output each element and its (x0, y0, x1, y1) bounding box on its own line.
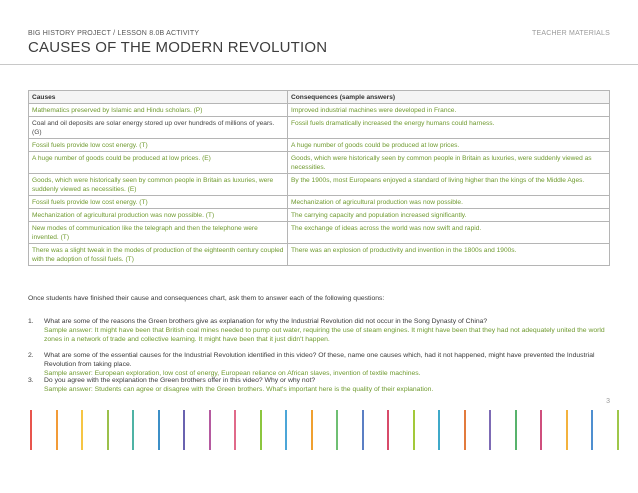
sample-answer: Sample answer: European exploration, low cost of energy, European reliance on African slaves, invention of textile machines. (44, 370, 421, 377)
consequence-cell: The carrying capacity and population increased significantly. (288, 209, 610, 222)
table-row (29, 104, 610, 117)
color-bar (30, 410, 32, 450)
color-bar (183, 410, 185, 450)
table-row (29, 139, 610, 152)
color-bar (489, 410, 491, 450)
cause-cell: Coal and oil deposits are solar energy stored up over hundreds of millions of years. (G) (29, 117, 288, 139)
question-3 (28, 376, 618, 394)
color-bar (132, 410, 134, 450)
table-row (29, 117, 610, 139)
cause-cell: Goods, which were historically seen by common people in Britain as luxuries, were suddenly viewed as necessities. (E) (29, 174, 288, 196)
sample-answer: Sample answer: Students can agree or disagree with the Green brothers. What's important here is the quality of their explanation. (44, 386, 434, 393)
color-bar (311, 410, 313, 450)
question-text: What are some of the essential causes for the Industrial Revolution identified in this video? Of these, name one causes which, had it not happened, might have prevented the Industrial Revolution from taking place. (44, 352, 595, 368)
color-bar (158, 410, 160, 450)
color-bar (56, 410, 58, 450)
table-row (29, 196, 610, 209)
header-divider (0, 64, 638, 65)
color-bar (413, 410, 415, 450)
causes-header: Causes (29, 91, 288, 104)
consequence-cell: The exchange of ideas across the world was now swift and rapid. (288, 222, 610, 244)
color-bar (260, 410, 262, 450)
consequence-cell: By the 1900s, most Europeans enjoyed a standard of living higher than the kings of the Middle Ages. (288, 174, 610, 196)
cause-cell: New modes of communication like the telegraph and then the telephone were invented. (T) (29, 222, 288, 244)
table-row (29, 152, 610, 174)
table-row (29, 222, 610, 244)
breadcrumb: BIG HISTORY PROJECT / LESSON 8.0B ACTIVITY (28, 30, 200, 37)
consequence-cell: Goods, which were historically seen by common people in Britain as luxuries, were suddenly viewed as necessities. (288, 152, 610, 174)
table-row (29, 174, 610, 196)
cause-cell: Mechanization of agricultural production was now possible. (T) (29, 209, 288, 222)
color-bar (362, 410, 364, 450)
table-row (29, 209, 610, 222)
consequence-cell: Fossil fuels dramatically increased the energy humans could harness. (288, 117, 610, 139)
sample-answer: Sample answer: It might have been that British coal mines needed to pump out water, requiring the use of steam engines. It might have been that they had not adequately united the world zones in a network of trade and collective learning. It might have been that it just didn't happen. (44, 327, 605, 343)
consequence-cell: Improved industrial machines were developed in France. (288, 104, 610, 117)
question-number: 1. (28, 318, 34, 325)
question-1 (28, 317, 618, 344)
question-2 (28, 351, 618, 378)
consequence-cell: There was an explosion of productivity and invention in the 1800s and 1900s. (288, 244, 610, 266)
consequences-header: Consequences (sample answers) (288, 91, 610, 104)
color-bar (540, 410, 542, 450)
cause-cell: A huge number of goods could be produced at low prices. (E) (29, 152, 288, 174)
teacher-materials-label: TEACHER MATERIALS (532, 30, 610, 37)
color-bar (285, 410, 287, 450)
color-bar (336, 410, 338, 450)
color-bar (591, 410, 593, 450)
color-bar (107, 410, 109, 450)
page-title: CAUSES OF THE MODERN REVOLUTION (28, 39, 328, 56)
consequence-cell: Mechanization of agricultural production was now possible. (288, 196, 610, 209)
color-bar (566, 410, 568, 450)
table-body (29, 104, 610, 266)
table-row (29, 244, 610, 266)
color-bar (387, 410, 389, 450)
page-number: 3 (606, 398, 610, 405)
table-header-row (29, 91, 610, 104)
question-number: 2. (28, 352, 34, 359)
decorative-color-bars (0, 410, 638, 450)
cause-cell: There was a slight tweak in the modes of production of the eighteenth century coupled with the adoption of fossil fuels. (T) (29, 244, 288, 266)
cause-cell: Mathematics preserved by Islamic and Hindu scholars. (P) (29, 104, 288, 117)
color-bar (438, 410, 440, 450)
consequence-cell: A huge number of goods could be produced at low prices. (288, 139, 610, 152)
instructions-text: Once students have finished their cause and consequences chart, ask them to answer each of the following questions: (28, 295, 385, 302)
cause-cell: Fossil fuels provide low cost energy. (T) (29, 196, 288, 209)
color-bar (234, 410, 236, 450)
cause-cell: Fossil fuels provide low cost energy. (T) (29, 139, 288, 152)
color-bar (464, 410, 466, 450)
color-bar (515, 410, 517, 450)
question-number: 3. (28, 377, 34, 384)
question-text: What are some of the reasons the Green brothers give as explanation for why the Industrial Revolution did not occur in the Song Dynasty of China? (44, 318, 488, 325)
causes-consequences-table (28, 90, 610, 266)
color-bar (209, 410, 211, 450)
color-bar (617, 410, 619, 450)
question-text: Do you agree with the explanation the Green brothers offer in this video? Why or why not? (44, 377, 316, 384)
color-bar (81, 410, 83, 450)
